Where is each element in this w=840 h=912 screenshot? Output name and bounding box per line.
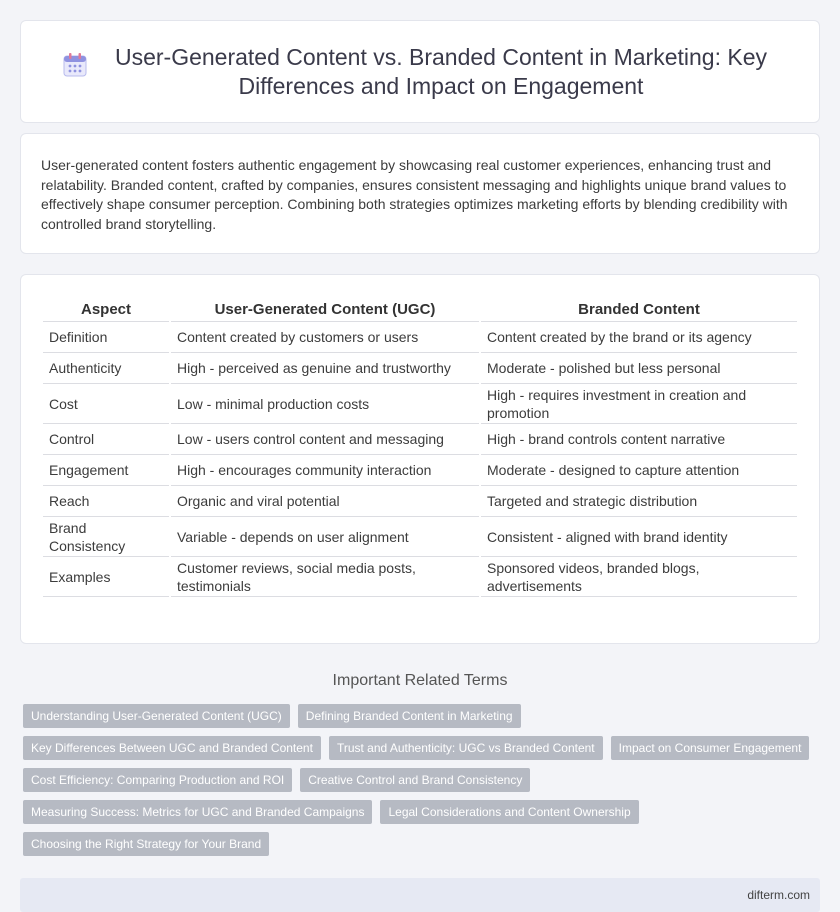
- cell-ugc: Low - minimal production costs: [170, 384, 480, 424]
- cell-ugc: High - encourages community interaction: [170, 455, 480, 486]
- table-row: [43, 557, 797, 597]
- header-branded: Branded Content: [480, 297, 797, 322]
- table-row: [43, 384, 797, 424]
- cell-aspect: Examples: [43, 557, 170, 597]
- related-terms-tags: [20, 704, 820, 856]
- cell-aspect: Engagement: [43, 455, 170, 486]
- related-tag[interactable]: Understanding User-Generated Content (UGC): [23, 704, 290, 728]
- comparison-table: [43, 297, 797, 597]
- cell-branded: High - requires investment in creation and promotion: [480, 384, 797, 424]
- cell-aspect: Definition: [43, 322, 170, 353]
- header-ugc: User-Generated Content (UGC): [170, 297, 480, 322]
- related-tag[interactable]: Impact on Consumer Engagement: [611, 736, 810, 760]
- cell-ugc: High - perceived as genuine and trustworthy: [170, 353, 480, 384]
- related-tag[interactable]: Legal Considerations and Content Ownership: [380, 800, 638, 824]
- cell-aspect: Authenticity: [43, 353, 170, 384]
- footer: [20, 878, 820, 912]
- table-row: [43, 455, 797, 486]
- cell-branded: Moderate - polished but less personal: [480, 353, 797, 384]
- cell-ugc: Organic and viral potential: [170, 486, 480, 517]
- header-aspect: Aspect: [43, 297, 170, 322]
- related-terms-section: [20, 672, 820, 856]
- table-header-row: [43, 297, 797, 322]
- cell-aspect: Cost: [43, 384, 170, 424]
- title-card: [20, 20, 820, 123]
- related-tag[interactable]: Creative Control and Brand Consistency: [300, 768, 530, 792]
- cell-aspect: Control: [43, 424, 170, 455]
- comparison-table-card: [20, 274, 820, 644]
- cell-branded: Content created by the brand or its agency: [480, 322, 797, 353]
- cell-aspect: Reach: [43, 486, 170, 517]
- related-tag[interactable]: Trust and Authenticity: UGC vs Branded Content: [329, 736, 603, 760]
- cell-branded: Consistent - aligned with brand identity: [480, 517, 797, 557]
- table-row: [43, 322, 797, 353]
- table-row: [43, 517, 797, 557]
- table-row: [43, 424, 797, 455]
- related-tag[interactable]: Key Differences Between UGC and Branded Content: [23, 736, 321, 760]
- table-row: [43, 353, 797, 384]
- page-title: User-Generated Content vs. Branded Content in Marketing: Key Differences and Impact on Engagement: [114, 43, 767, 99]
- cell-ugc: Content created by customers or users: [170, 322, 480, 353]
- cell-ugc: Variable - depends on user alignment: [170, 517, 480, 557]
- footer-site[interactable]: difterm.com: [747, 888, 810, 902]
- cell-branded: Sponsored videos, branded blogs, advertisements: [480, 557, 797, 597]
- calendar-icon: [61, 51, 89, 79]
- cell-branded: High - brand controls content narrative: [480, 424, 797, 455]
- cell-ugc: Low - users control content and messaging: [170, 424, 480, 455]
- table-row: [43, 486, 797, 517]
- intro-text: User-generated content fosters authentic engagement by showcasing real customer experiences, enhancing trust and relatability. Branded content, crafted by companies, ensures consistent messaging and highlights unique brand values to effectively shape consumer perception. Combining both strategies optimizes marketing efforts by blending credibility with controlled brand storytelling.: [41, 157, 788, 232]
- related-tag[interactable]: Defining Branded Content in Marketing: [298, 704, 521, 728]
- related-tag[interactable]: Cost Efficiency: Comparing Production and ROI: [23, 768, 292, 792]
- related-tag[interactable]: Choosing the Right Strategy for Your Brand: [23, 832, 269, 856]
- cell-aspect: Brand Consistency: [43, 517, 170, 557]
- related-tag[interactable]: Measuring Success: Metrics for UGC and Branded Campaigns: [23, 800, 372, 824]
- title-wrap: [61, 43, 779, 101]
- related-terms-title: Important Related Terms: [332, 672, 508, 689]
- cell-branded: Moderate - designed to capture attention: [480, 455, 797, 486]
- cell-branded: Targeted and strategic distribution: [480, 486, 797, 517]
- cell-ugc: Customer reviews, social media posts, testimonials: [170, 557, 480, 597]
- intro-card: [20, 133, 820, 254]
